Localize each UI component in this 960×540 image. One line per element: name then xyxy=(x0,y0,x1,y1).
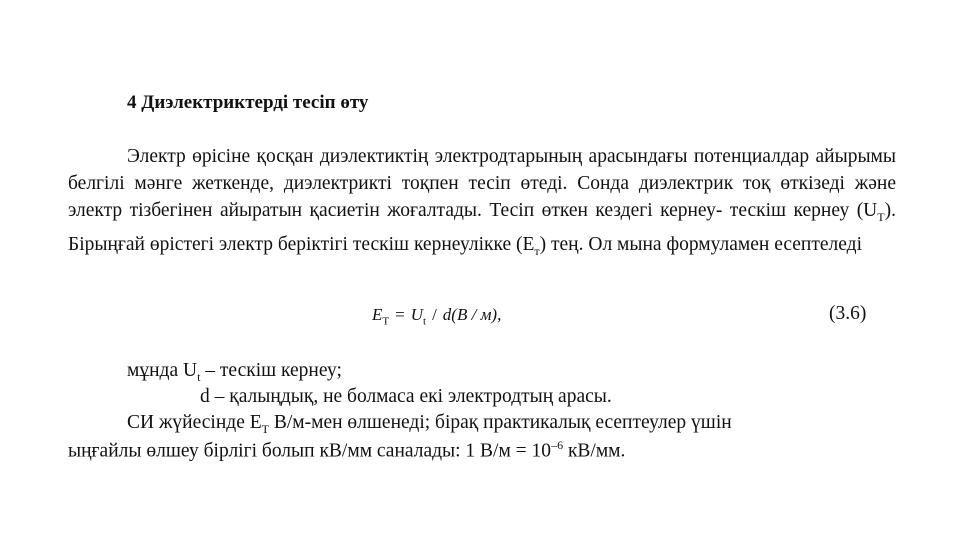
si-text: В/м-мен өлшенеді; бірақ практикалық есептеулер үшін xyxy=(268,412,732,433)
paragraph-text-3: ) тең. Ол мына формуламен есептеледі xyxy=(539,233,862,255)
paragraph-text-2: ). Бірыңғай өрістегі электр беріктігі тескіш кернеулікке (E xyxy=(68,200,896,255)
thickness-line: d – қалыңдық, не болмаса екі электродтың арасы. xyxy=(200,386,612,407)
formula-lhs: E xyxy=(372,305,383,324)
ut-subscript: Т xyxy=(877,209,885,224)
paragraph-text-1: Электр өрісіне қосқан диэлектиктің электродтарының арасындағы потенциалдар айырымы белгілі мәнге жеткенде, диэлектрикті тоқпен тесіп өтеді. Сонда диэлектрик тоқ өткізеді және электр тізбегінен айыратын қасиетін жоғалтады. Тесіп өткен кездегі кернеу- тескіш кернеу (U xyxy=(68,146,896,221)
et-subscript: т xyxy=(534,243,540,258)
where-text: – тескіш кернеу; xyxy=(200,360,342,381)
equation-number: (3.6) xyxy=(829,303,867,324)
where-prefix: мұнда U xyxy=(127,360,198,381)
si-prefix: СИ жүйесінде E xyxy=(127,412,262,433)
body-paragraph xyxy=(68,143,896,265)
formula-lhs-sub: T xyxy=(382,315,390,328)
formula xyxy=(372,305,501,327)
si-sub: T xyxy=(261,421,269,436)
section-heading: 4 Диэлектриктерді тесіп өту xyxy=(127,92,369,113)
unit-suffix: кВ/мм. xyxy=(563,440,626,462)
unit-sup: –6 xyxy=(551,438,564,452)
formula-divide: / xyxy=(432,305,437,324)
formula-units: (B / м), xyxy=(451,305,502,324)
formula-u-sub: t xyxy=(423,315,427,328)
formula-u: U xyxy=(410,305,423,324)
formula-d: d xyxy=(442,305,452,324)
si-line xyxy=(127,412,732,437)
where-sub: t xyxy=(197,369,201,384)
unit-line xyxy=(68,438,625,463)
formula-equals: = xyxy=(395,305,405,324)
unit-prefix: ыңғайлы өлшеу бірлігі болып кВ/мм саналады: 1 В/м = 10 xyxy=(68,440,552,462)
where-line xyxy=(127,360,342,385)
